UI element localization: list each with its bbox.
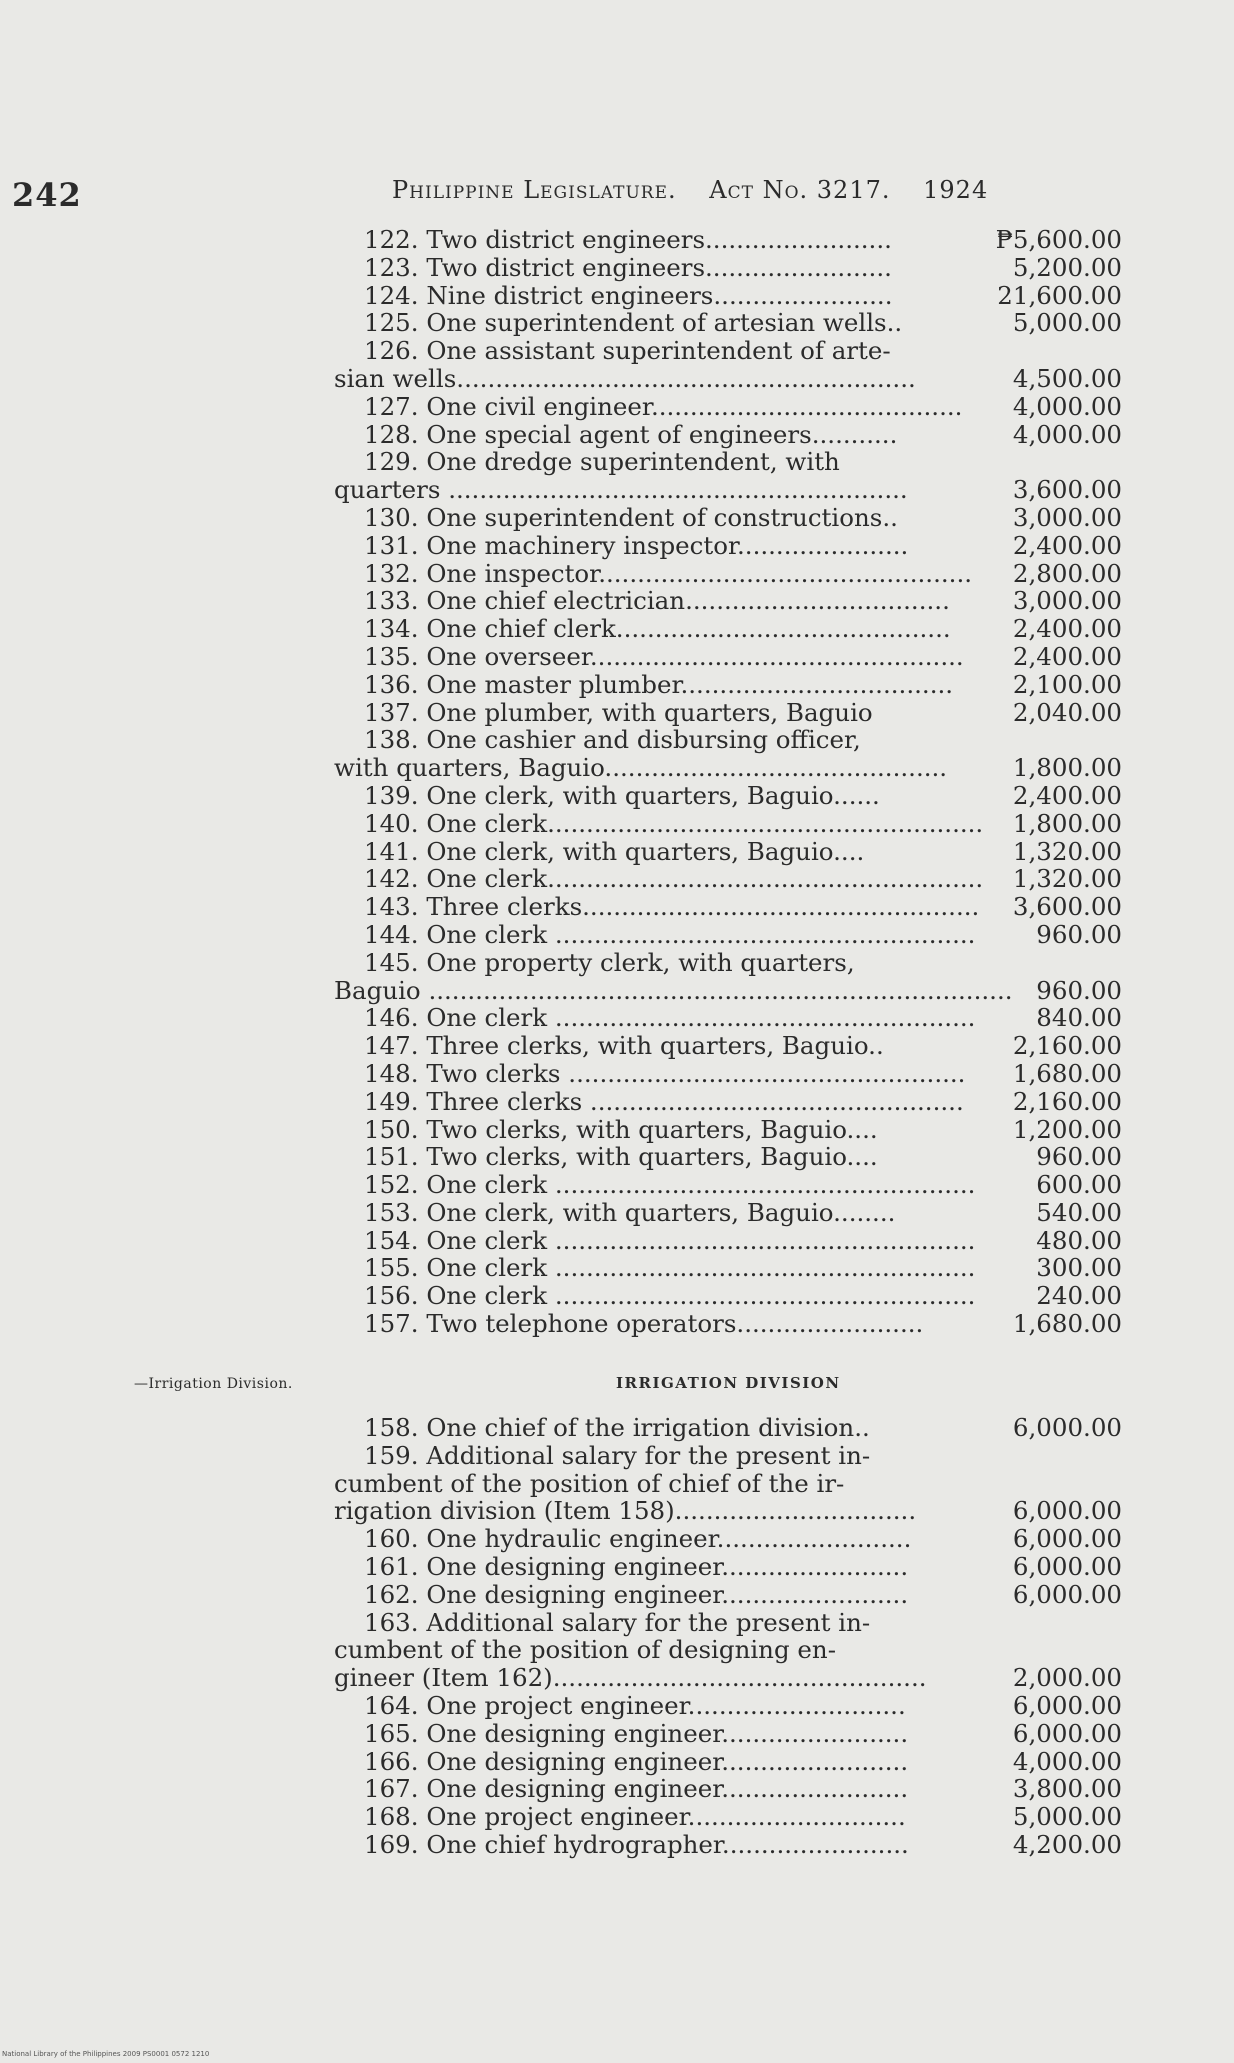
item-line: 144. One clerk ...................................................... [364, 919, 976, 949]
item-line: 153. One clerk, with quarters, Baguio........ [364, 1197, 896, 1227]
item-line: 133. One chief electrician.................................. [364, 586, 950, 616]
item-line: 149. Three clerks ................................................ [364, 1086, 964, 1116]
item-amount: ₱5,600.00 [995, 225, 1122, 254]
item-amount: 4,500.00 [1012, 363, 1122, 393]
item-amount: 3,000.00 [1012, 586, 1122, 616]
item-line: with quarters, Baguio............................................ [334, 753, 948, 783]
item-line: 134. One chief clerk........................................... [364, 614, 951, 644]
amount-spacer [960, 726, 1122, 754]
item-line: 158. One chief of the irrigation division.. [364, 1413, 870, 1442]
irrigation-list-amounts [960, 1414, 1122, 1859]
item-amount: 2,400.00 [1012, 780, 1122, 810]
running-head [392, 176, 1072, 204]
item-line: 167. One designing engineer........................ [364, 1774, 909, 1804]
item-amount: 1,680.00 [1012, 1309, 1122, 1339]
running-head-act: Act No. 3217. [709, 176, 891, 204]
item-amount: 6,000.00 [1012, 1551, 1122, 1581]
item-amount: 1,200.00 [1012, 1114, 1122, 1144]
item-amount: 2,040.00 [1012, 697, 1122, 727]
item-amount: 6,000.00 [1012, 1496, 1122, 1526]
item-line: 155. One clerk ...................................................... [364, 1253, 976, 1283]
item-line: 137. One plumber, with quarters, Baguio [364, 697, 873, 727]
item-amount: 960.00 [1036, 1142, 1122, 1172]
item-line: rigation division (Item 158)............................... [334, 1496, 917, 1526]
item-amount: 1,800.00 [1012, 808, 1122, 838]
item-amount: 4,000.00 [1012, 391, 1122, 421]
item-amount: 1,320.00 [1012, 864, 1122, 894]
item-amount: 3,600.00 [1012, 475, 1122, 505]
item-amount: 6,000.00 [1012, 1524, 1122, 1554]
item-line: 140. One clerk........................................................ [364, 808, 984, 838]
item-line: 131. One machinery inspector...................... [364, 530, 909, 560]
item-line: 139. One clerk, with quarters, Baguio...... [364, 780, 880, 810]
item-amount: 240.00 [1036, 1281, 1122, 1311]
amount-spacer [960, 1442, 1122, 1470]
item-amount: 6,000.00 [1012, 1718, 1122, 1748]
item-line: 123. Two district engineers........................ [364, 252, 892, 282]
amount-spacer [960, 1470, 1122, 1498]
item-line: 146. One clerk ...................................................... [364, 1003, 976, 1033]
amount-spacer [960, 1636, 1122, 1664]
item-amount: 6,000.00 [1012, 1413, 1122, 1442]
item-amount: 3,800.00 [1012, 1774, 1122, 1804]
running-head-year: 1924 [923, 176, 989, 204]
item-amount: 6,000.00 [1012, 1690, 1122, 1720]
item-amount: 600.00 [1036, 1170, 1122, 1200]
item-line: sian wells........................................................... [334, 363, 916, 393]
item-line: 159. Additional salary for the present in- [364, 1440, 871, 1470]
appropriation-list-amounts [960, 226, 1122, 1338]
item-line: 130. One superintendent of constructions.. [364, 502, 898, 532]
item-amount: 21,600.00 [997, 280, 1122, 310]
item-line: 127. One civil engineer........................................ [364, 391, 963, 421]
item-amount: 3,000.00 [1012, 502, 1122, 532]
running-head-legislature: Philippine Legislature. [392, 176, 677, 204]
item-line: 152. One clerk ...................................................... [364, 1170, 976, 1200]
item-amount: 2,400.00 [1012, 641, 1122, 671]
item-line: 166. One designing engineer........................ [364, 1746, 909, 1776]
item-line: 143. Three clerks................................................... [364, 892, 980, 922]
item-amount: 2,160.00 [1012, 1031, 1122, 1061]
irrigation-list-text [334, 1413, 927, 1859]
item-amount: 4,000.00 [1012, 1746, 1122, 1776]
item-line: 122. Two district engineers........................ [364, 225, 892, 254]
item-line: 124. Nine district engineers....................... [364, 280, 893, 310]
item-line: 157. Two telephone operators........................ [364, 1309, 924, 1339]
item-line: quarters ........................................................... [334, 475, 908, 505]
item-line: Baguio ........................................................................... [334, 975, 1013, 1005]
item-line: 148. Two clerks ................................................... [364, 1058, 966, 1088]
item-line: 141. One clerk, with quarters, Baguio.... [364, 836, 865, 866]
item-line: 128. One special agent of engineers........... [364, 419, 898, 449]
item-line: 165. One designing engineer........................ [364, 1718, 909, 1748]
item-amount: 1,800.00 [1012, 753, 1122, 783]
item-amount: 3,600.00 [1012, 892, 1122, 922]
amount-spacer [960, 337, 1122, 365]
item-line: 142. One clerk........................................................ [364, 864, 984, 894]
item-line: 147. Three clerks, with quarters, Baguio.. [364, 1031, 884, 1061]
amount-spacer [960, 1609, 1122, 1637]
item-line: 163. Additional salary for the present in- [364, 1607, 871, 1637]
item-amount: 4,000.00 [1012, 419, 1122, 449]
item-line: 129. One dredge superintendent, with [364, 447, 840, 477]
item-amount: 2,400.00 [1012, 614, 1122, 644]
item-amount: 5,000.00 [1012, 1802, 1122, 1832]
item-amount: 5,200.00 [1012, 252, 1122, 282]
item-amount: 540.00 [1036, 1197, 1122, 1227]
item-amount: 840.00 [1036, 1003, 1122, 1033]
item-amount: 1,680.00 [1012, 1058, 1122, 1088]
item-line: 125. One superintendent of artesian wells.. [364, 308, 903, 338]
item-line: 160. One hydraulic engineer......................... [364, 1524, 912, 1554]
amount-spacer [960, 448, 1122, 476]
item-amount: 1,320.00 [1012, 836, 1122, 866]
item-amount: 2,100.00 [1012, 669, 1122, 699]
appropriation-list-text [334, 225, 1013, 1339]
item-line: 145. One property clerk, with quarters, [364, 947, 855, 977]
marginal-note: —Irrigation Division. [134, 1376, 293, 1392]
item-amount: 2,800.00 [1012, 558, 1122, 588]
item-line: 151. Two clerks, with quarters, Baguio.... [364, 1142, 878, 1172]
section-heading: IRRIGATION DIVISION [616, 1374, 841, 1392]
item-line: 126. One assistant superintendent of arte- [364, 336, 891, 366]
item-amount: 960.00 [1036, 975, 1122, 1005]
footer-credit: National Library of the Philippines 2009 PS0001 0572 1210 [2, 2050, 210, 2058]
item-line: cumbent of the position of chief of the ir- [334, 1468, 845, 1498]
item-amount: 2,160.00 [1012, 1086, 1122, 1116]
item-line: 156. One clerk ...................................................... [364, 1281, 976, 1311]
item-line: cumbent of the position of designing en- [334, 1635, 836, 1665]
item-line: 135. One overseer................................................ [364, 641, 964, 671]
item-line: 132. One inspector................................................ [364, 558, 973, 588]
item-line: 164. One project engineer............................ [364, 1690, 906, 1720]
page-number: 242 [12, 176, 82, 214]
item-line: 168. One project engineer............................ [364, 1802, 906, 1832]
item-amount: 2,400.00 [1012, 530, 1122, 560]
item-amount: 6,000.00 [1012, 1579, 1122, 1609]
amount-spacer [960, 949, 1122, 977]
item-line: gineer (Item 162)................................................ [334, 1663, 927, 1693]
item-line: 154. One clerk ...................................................... [364, 1225, 976, 1255]
item-line: 150. Two clerks, with quarters, Baguio.... [364, 1114, 878, 1144]
item-amount: 4,200.00 [1012, 1829, 1122, 1859]
item-amount: 300.00 [1036, 1253, 1122, 1283]
item-line: 136. One master plumber................................... [364, 669, 954, 699]
item-amount: 480.00 [1036, 1225, 1122, 1255]
item-amount: 2,000.00 [1012, 1663, 1122, 1693]
item-line: 161. One designing engineer........................ [364, 1551, 909, 1581]
item-line: 169. One chief hydrographer........................ [364, 1829, 909, 1859]
item-amount: 5,000.00 [1012, 308, 1122, 338]
item-line: 162. One designing engineer........................ [364, 1579, 909, 1609]
item-amount: 960.00 [1036, 919, 1122, 949]
item-line: 138. One cashier and disbursing officer, [364, 725, 861, 755]
